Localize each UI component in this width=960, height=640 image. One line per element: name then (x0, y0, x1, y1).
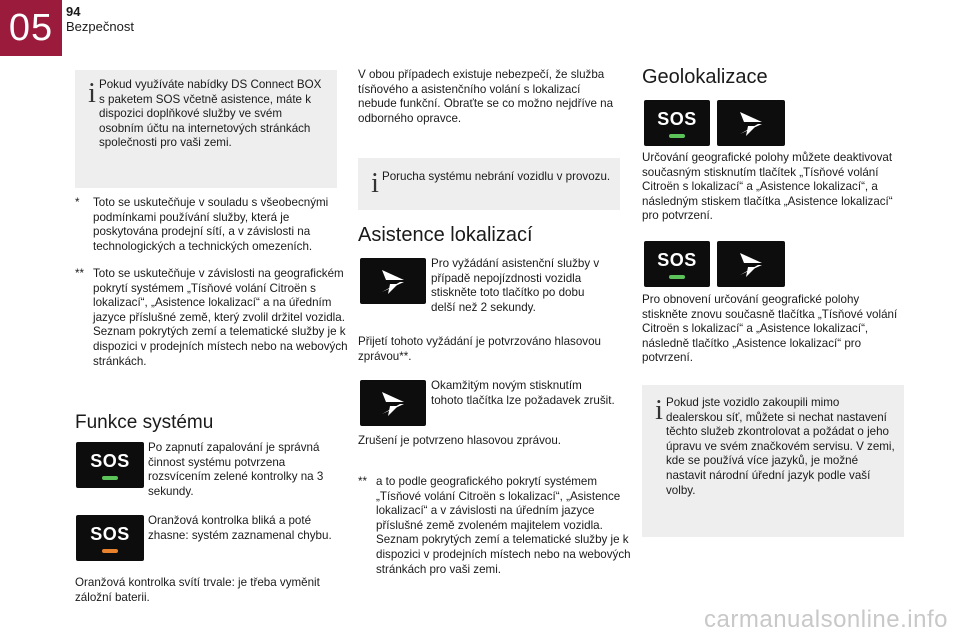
info-icon: i (371, 168, 379, 199)
info-box-fault (358, 158, 620, 210)
footnote-1 (75, 196, 349, 254)
footnote-2 (75, 267, 355, 369)
sos-button-green (76, 442, 144, 488)
risk-text: V obou případech existuje nebezpečí, že služba tísňového a asistenčního volání s lokalizací nebude funkční. Obraťte se co možno nejdříve na odborného opravce. (358, 68, 614, 125)
footnote-text: a to podle geografického pokrytí systémem „Tísňové volání Citroën s lokalizací“, „Asistence lokalizací“ a v závislosti na úředním jazyce příslušné země zvoleném majitelem vozidla. Seznam pokrytých zemí a telematické služby je k dispozici v prodejních místech nebo na webových stránkách pro vaši zemi. (376, 475, 631, 576)
sos-green-text: Po zapnutí zapalování je správná činnost systému potvrzena rozsvícením zelené kontrolky na 3 sekundy. (148, 441, 324, 498)
ds-assistance-button (360, 258, 426, 304)
sos-button (644, 100, 710, 146)
ds-assistance-button (717, 100, 785, 146)
sos-label: SOS (90, 451, 130, 471)
green-led-icon (102, 476, 118, 480)
ds-assistance-button (360, 380, 426, 426)
footnote-text: Toto se uskutečňuje v souladu s všeobecnými podmínkami používání služby, která je poskytována prodejní sítí, a v závislosti na technologických a technických omezeních. (93, 196, 329, 253)
ds-logo-icon (360, 258, 426, 304)
footnote-mark: ** (358, 475, 368, 488)
heading-system-function: Funkce systému (75, 412, 214, 433)
page-number: 94 (66, 4, 81, 19)
footnote-coverage (358, 475, 634, 577)
info-box-dealer (642, 385, 904, 537)
battery-text: Oranžová kontrolka svítí trvale: je třeba vyměnit záložní baterii. (75, 576, 320, 604)
sos-label: SOS (657, 109, 697, 129)
sos-orange-text: Oranžová kontrolka bliká a poté zhasne: systém zaznamenal chybu. (148, 514, 332, 542)
assistance-text-2: Okamžitým novým stisknutím tohoto tlačítka lze požadavek zrušit. (431, 379, 615, 407)
ds-logo-icon (360, 380, 426, 426)
ds-logo-icon (717, 241, 785, 287)
footnote-mark: ** (75, 267, 85, 280)
heading-location-assistance: Asistence lokalizací (358, 224, 533, 246)
ds-assistance-button (717, 241, 785, 287)
sos-button-orange (76, 515, 144, 561)
info-text: Pokud využíváte nabídky DS Connect BOX s paketem SOS včetně asistence, máte k dispozici doplňkové služby ve svém osobním účtu na internetových stránkách společnosti pro vaši zemi. (99, 78, 322, 150)
section-name: Bezpečnost (66, 19, 134, 34)
green-led-icon (669, 134, 685, 138)
info-text: Pokud jste vozidlo zakoupili mimo dealerskou síť, můžete si nechat nastavení těchto služeb zkontrolovat a požádat o jeho úpravu ve svém značkovém servisu. V zemi, kde se používá více jazyků, je možné nastavit národní úřední jazyk podle vaší volby. (666, 396, 895, 497)
green-led-icon (669, 275, 685, 279)
info-icon: i (655, 395, 663, 426)
sos-button (644, 241, 710, 287)
chapter-tab: 05 (0, 0, 62, 56)
watermark: carmanualsonline.info (704, 606, 948, 633)
orange-led-icon (102, 549, 118, 553)
footnote-mark: * (75, 196, 80, 209)
assistance-text-1: Pro vyžádání asistenční služby v případě nepojízdnosti vozidla stiskněte toto tlačítko po dobu delší než 2 sekundy. (431, 257, 600, 314)
cancel-text: Zrušení je potvrzeno hlasovou zprávou. (358, 434, 562, 447)
heading-geolocation: Geolokalizace (642, 66, 768, 88)
sos-label: SOS (90, 524, 130, 544)
info-box-ds-connect (75, 70, 337, 188)
ds-logo-icon (717, 100, 785, 146)
info-text: Porucha systému nebrání vozidlu v provozu. (382, 170, 611, 183)
sos-label: SOS (657, 250, 697, 270)
footnote-text: Toto se uskutečňuje v závislosti na geografickém pokrytí systémem „Tísňové volání Citroën s lokalizací“, „Asistence lokalizací“ a na úředním jazyce příslušné země, který zvolil držitel vozidla. Seznam pokrytých zemí a telematické služby je k dispozici v prodejních místech nebo na webových stránkách. (93, 267, 348, 368)
geolocation-text-2: Pro obnovení určování geografické polohy stiskněte znovu současně tlačítka „Tísňové volání Citroën s lokalizací“ a „Asistence lokalizací“, následně tlačítko „Asistence lokalizací“ pro potvrzení. (642, 293, 898, 365)
info-icon: i (88, 78, 96, 109)
geolocation-text-1: Určování geografické polohy můžete deaktivovat současným stisknutím tlačítek „Tísňové volání Citroën s lokalizací“ a „Asistence lokalizací“, a následným stiskem tlačítka „Asistence lokalizací“ pro potvrzení. (642, 151, 893, 223)
confirm-text: Přijetí tohoto vyžádání je potvrzováno hlasovou zprávou**. (358, 335, 601, 363)
